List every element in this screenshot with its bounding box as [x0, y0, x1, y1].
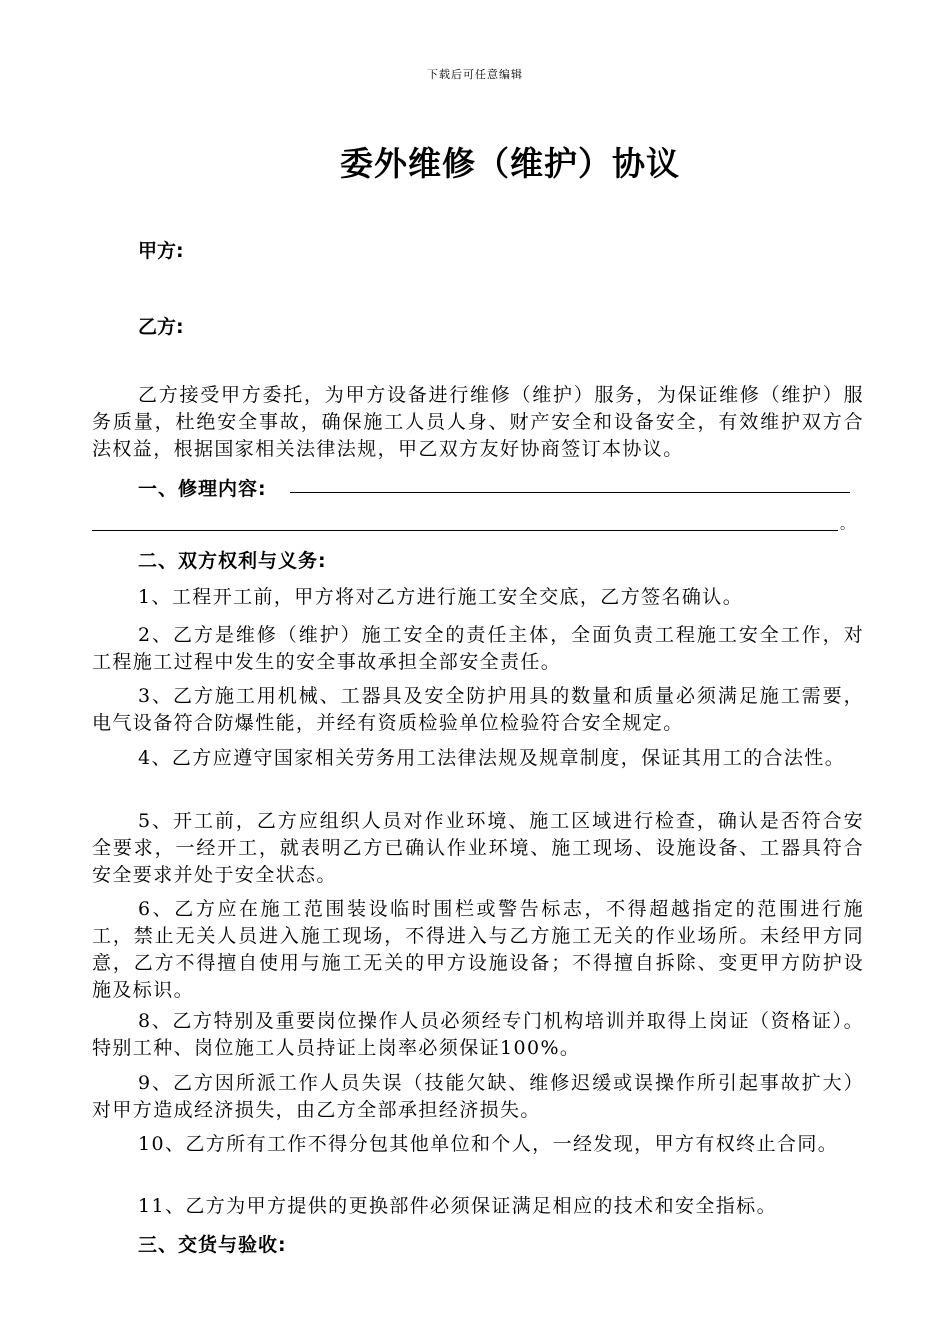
clause-item: 8、乙方特别及重要岗位操作人员必须经专门机构培训并取得上岗证（资格证）。特别工种、岗位施工人员持证上岗率必须保证100%。: [92, 1010, 864, 1059]
party-a-label: 甲方:: [138, 240, 184, 262]
clause-item: 5、开工前，乙方应组织人员对作业环境、施工区域进行检查，确认是否符合安全要求，一经开工，就表明乙方已确认作业环境、施工现场、设施设备、工器具符合安全要求并处于安全状态。: [92, 810, 864, 886]
clause-item: 2、乙方是维修（维护）施工安全的责任主体，全面负责工程施工安全工作，对工程施工过程中发生的安全事故承担全部安全责任。: [92, 624, 864, 673]
repair-content-end-mark: 。: [840, 517, 854, 533]
party-b-label: 乙方:: [138, 316, 184, 338]
repair-content-fill-line-2: [92, 530, 838, 531]
clause-item: 3、乙方施工用机械、工器具及安全防护用具的数量和质量必须满足施工需要，电气设备符合防爆性能，并经有资质检验单位检验符合安全规定。: [92, 685, 864, 734]
section-3-heading: 三、交货与验收:: [138, 1234, 287, 1256]
clause-item: 4、乙方应遵守国家相关劳务用工法律法规及规章制度，保证其用工的合法性。: [138, 747, 846, 769]
section-2-heading: 二、双方权利与义务:: [138, 550, 327, 572]
clause-item: 11、乙方为甲方提供的更换部件必须保证满足相应的技术和安全指标。: [138, 1195, 777, 1217]
document-title: 委外维修（维护）协议: [340, 144, 680, 183]
clause-item: 10、乙方所有工作不得分包其他单位和个人，一经发现，甲方有权终止合同。: [138, 1133, 839, 1155]
section-1-heading: 一、修理内容:: [138, 478, 267, 500]
clause-item: 6、乙方应在施工范围装设临时围栏或警告标志，不得超越指定的范围进行施工，禁止无关人员进入施工现场，不得进入与乙方施工无关的作业场所。未经甲方同意，乙方不得擅自使用与施工无关的甲方设施设备；不得擅自拆除、变更甲方防护设施及标识。: [92, 898, 864, 1001]
intro-paragraph: 乙方接受甲方委托，为甲方设备进行维修（维护）服务，为保证维修（维护）服务质量，杜绝安全事故，确保施工人员人身、财产安全和设备安全，有效维护双方合法权益，根据国家相关法律法规，甲乙双方友好协商签订本协议。: [92, 384, 864, 460]
header-note: 下载后可任意编辑: [427, 68, 523, 81]
repair-content-fill-line-1: [290, 492, 850, 493]
clause-item: 9、乙方因所派工作人员失误（技能欠缺、维修迟缓或误操作所引起事故扩大）对甲方造成经济损失，由乙方全部承担经济损失。: [92, 1072, 864, 1121]
clause-item: 1、工程开工前，甲方将对乙方进行施工安全交底，乙方签名确认。: [138, 586, 744, 608]
